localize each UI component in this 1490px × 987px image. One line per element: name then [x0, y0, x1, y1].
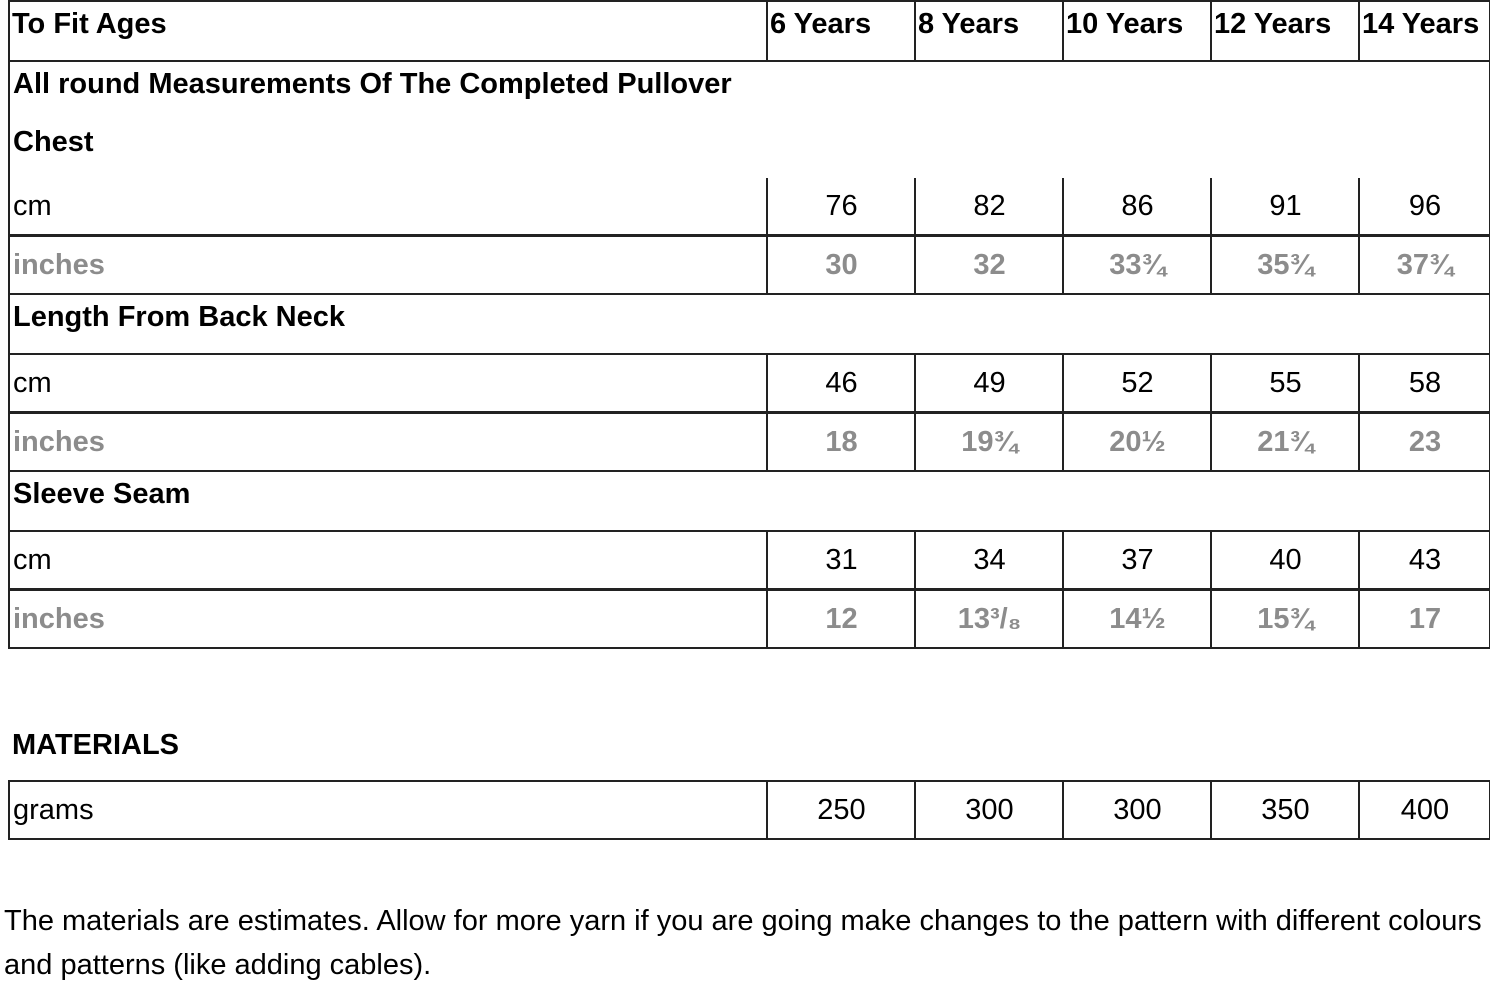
cell-value: 30 — [767, 236, 915, 295]
cell-value: 86 — [1063, 178, 1211, 236]
section-row-length — [9, 294, 1490, 354]
cell-value: 52 — [1063, 354, 1211, 413]
cell-value: 76 — [767, 178, 915, 236]
age-header: 6 Years — [767, 1, 915, 61]
table-row — [9, 413, 1490, 472]
header-row — [9, 1, 1490, 61]
section-title: Length From Back Neck — [9, 294, 1490, 354]
unit-label: inches — [9, 590, 767, 649]
unit-label: inches — [9, 413, 767, 472]
materials-heading: MATERIALS — [12, 729, 180, 761]
cell-value: 31 — [767, 531, 915, 590]
age-header: 8 Years — [915, 1, 1063, 61]
cell-value: 82 — [915, 178, 1063, 236]
cell-value: 350 — [1211, 781, 1359, 839]
cell-value: 46 — [767, 354, 915, 413]
cell-value: 19¾ — [915, 413, 1063, 472]
materials-note: The materials are estimates. Allow for more yarn if you are going make changes to the pattern with different colours and patterns (like adding cables). — [4, 905, 1482, 981]
cell-value: 96 — [1359, 178, 1490, 236]
cell-value: 23 — [1359, 413, 1490, 472]
cell-value: 33¾ — [1063, 236, 1211, 295]
unit-label: cm — [9, 354, 767, 413]
section-title: Sleeve Seam — [9, 471, 1490, 531]
table-row — [9, 531, 1490, 590]
cell-value: 37 — [1063, 531, 1211, 590]
cell-value: 17 — [1359, 590, 1490, 649]
cell-value: 34 — [915, 531, 1063, 590]
cell-value: 18 — [767, 413, 915, 472]
cell-value: 55 — [1211, 354, 1359, 413]
cell-value: 250 — [767, 781, 915, 839]
materials-table — [8, 780, 1490, 840]
cell-value: 91 — [1211, 178, 1359, 236]
cell-value: 15¾ — [1211, 590, 1359, 649]
unit-label: cm — [9, 531, 767, 590]
cell-value: 300 — [915, 781, 1063, 839]
cell-value: 20½ — [1063, 413, 1211, 472]
unit-label: grams — [9, 781, 767, 839]
cell-value: 43 — [1359, 531, 1490, 590]
unit-label: inches — [9, 236, 767, 295]
section-row-chest — [9, 120, 1490, 178]
cell-value: 14½ — [1063, 590, 1211, 649]
table-title: All round Measurements Of The Completed Pullover — [9, 61, 1490, 120]
table-row — [9, 236, 1490, 295]
cell-value: 49 — [915, 354, 1063, 413]
age-header: 14 Years — [1359, 1, 1490, 61]
cell-value: 21¾ — [1211, 413, 1359, 472]
cell-value: 35¾ — [1211, 236, 1359, 295]
table-row — [9, 354, 1490, 413]
cell-value: 40 — [1211, 531, 1359, 590]
measurements-table — [8, 0, 1490, 649]
table-row — [9, 178, 1490, 236]
cell-value: 400 — [1359, 781, 1490, 839]
cell-value: 300 — [1063, 781, 1211, 839]
cell-value: 13³/₈ — [915, 590, 1063, 649]
section-title: Chest — [9, 120, 1490, 178]
unit-label: cm — [9, 178, 767, 236]
table-title-row — [9, 61, 1490, 120]
section-row-sleeve — [9, 471, 1490, 531]
age-header: 12 Years — [1211, 1, 1359, 61]
cell-value: 32 — [915, 236, 1063, 295]
header-label: To Fit Ages — [9, 1, 767, 61]
table-row — [9, 590, 1490, 649]
cell-value: 12 — [767, 590, 915, 649]
cell-value: 58 — [1359, 354, 1490, 413]
cell-value: 37¾ — [1359, 236, 1490, 295]
age-header: 10 Years — [1063, 1, 1211, 61]
table-row — [9, 781, 1490, 839]
